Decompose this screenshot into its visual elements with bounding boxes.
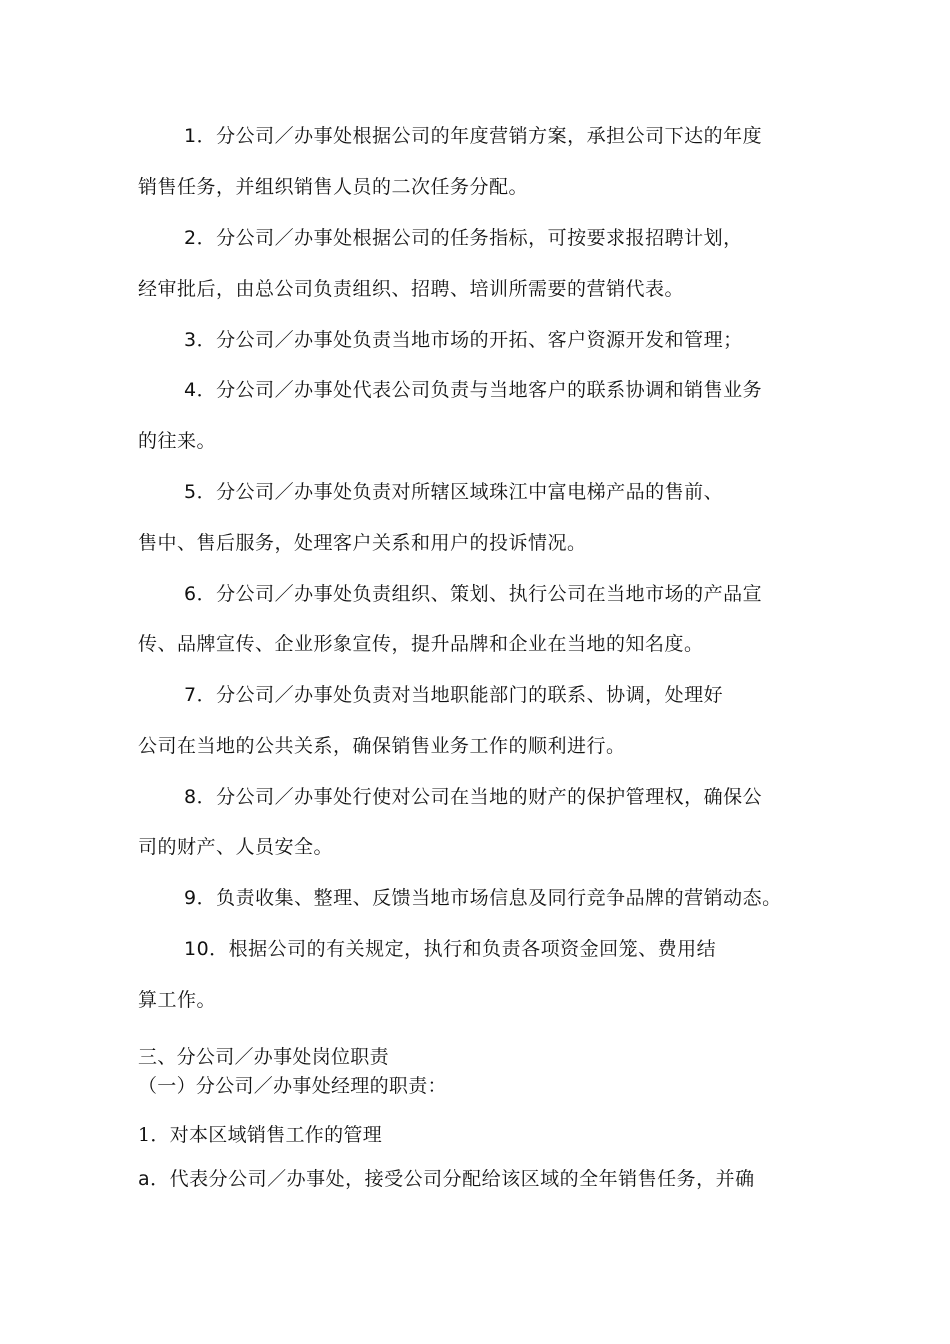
paragraph-5-line-2: 售中、售后服务，处理客户关系和用户的投诉情况。 [138, 532, 587, 554]
paragraph-7-line-1: 7．分公司／办事处负责对当地职能部门的联系、协调，处理好 [184, 684, 724, 706]
paragraph-8-line-2: 司的财产、人员安全。 [138, 836, 334, 858]
paragraph-6-line-2: 传、品牌宣传、企业形象宣传，提升品牌和企业在当地的知名度。 [138, 633, 704, 655]
paragraph-1-line-2: 销售任务，并组织销售人员的二次任务分配。 [138, 176, 529, 198]
paragraph-9-line-1: 9．负责收集、整理、反馈当地市场信息及同行竞争品牌的营销动态。 [184, 887, 782, 909]
paragraph-10-line-2: 算工作。 [138, 989, 217, 1011]
item-heading: 1．对本区域销售工作的管理 [138, 1124, 382, 1146]
paragraph-8-line-1: 8．分公司／办事处行使对公司在当地的财产的保护管理权，确保公 [184, 786, 763, 808]
paragraph-6-line-1: 6．分公司／办事处负责组织、策划、执行公司在当地市场的产品宣 [184, 583, 763, 605]
paragraph-3-line-1: 3．分公司／办事处负责当地市场的开拓、客户资源开发和管理； [184, 329, 743, 351]
paragraph-7-line-2: 公司在当地的公共关系，确保销售业务工作的顺利进行。 [138, 735, 626, 757]
paragraph-4-line-2: 的往来。 [138, 430, 217, 452]
paragraph-5-line-1: 5．分公司／办事处负责对所辖区域珠江中富电梯产品的售前、 [184, 481, 724, 503]
subsection-heading: （一）分公司／办事处经理的职责： [138, 1075, 447, 1097]
item-a-line: a．代表分公司／办事处，接受公司分配给该区域的全年销售任务，并确 [138, 1168, 755, 1190]
paragraph-1-line-1: 1．分公司／办事处根据公司的年度营销方案，承担公司下达的年度 [184, 125, 763, 147]
paragraph-2-line-2: 经审批后，由总公司负责组织、招聘、培训所需要的营销代表。 [138, 278, 685, 300]
paragraph-10-line-1: 10．根据公司的有关规定，执行和负责各项资金回笼、费用结 [184, 938, 717, 960]
section-heading: 三、分公司／办事处岗位职责 [138, 1046, 389, 1068]
paragraph-4-line-1: 4．分公司／办事处代表公司负责与当地客户的联系协调和销售业务 [184, 379, 763, 401]
paragraph-2-line-1: 2．分公司／办事处根据公司的任务指标，可按要求报招聘计划， [184, 227, 743, 249]
